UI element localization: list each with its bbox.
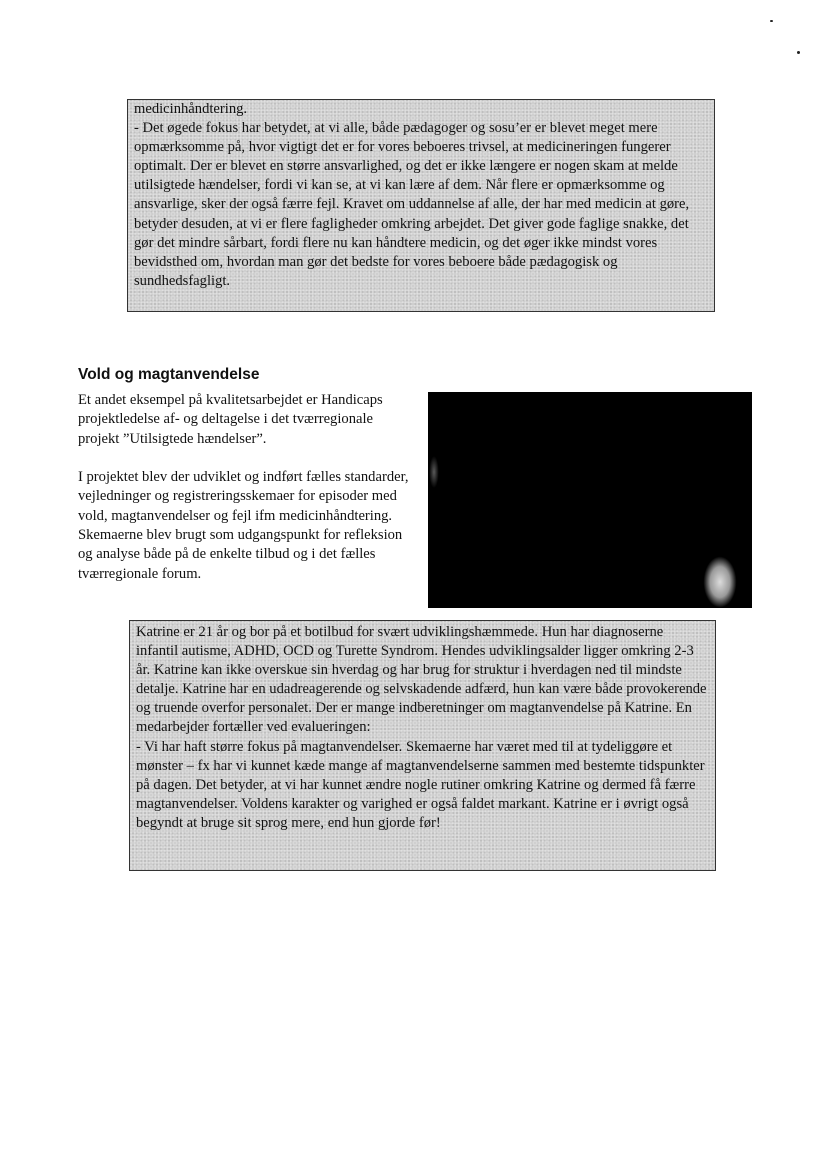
body-paragraph: I projektet blev der udviklet og indført fælles standarder, vejledninger og registreringsskemaer for episoder med vold, magtanvendelser og fejl ifm medicinhåndtering. Skemaerne blev brugt som udgangspunkt for refleksion og analyse både på de enkelte tilbud og i det fælles tværregionale forum. — [78, 469, 409, 582]
scan-speck — [770, 20, 773, 22]
dark-photo — [428, 392, 752, 608]
section-body — [78, 391, 413, 584]
quote-text: Katrine er 21 år og bor på et botilbud for svært udviklingshæmmede. Hun har diagnoserne infantil autisme, ADHD, OCD og Turette Syndrom. Hendes udviklingsalder ligger omkring 2-3 år. Katrine kan ikke overskue sin hverdag og har brug for struktur i hverdagen ned til mindste detalje. Katrine har en udadreagerende og selvskadende adfærd, hun kan være både provokerende og truende overfor personalet. Der er mange indberetninger om magtanvendelse på Katrine. En medarbejder fortæller ved evalueringen: - Vi har haft større fokus på magtanvendelser. Skemaerne har været med til at tydeliggøre et mønster – fx har vi kunnet kæde mange af magtanvendelserne sammen med bestemte tidspunkter på dagen. Det betyder, at vi har kunnet ændre nogle rutiner omkring Katrine og dermed få færre magtanvendelser. Voldens karakter og varighed er også faldet markant. Katrine er i øvrigt også begyndt at bruge sit sprog mere, end hun gjorde før! — [136, 624, 707, 831]
section-heading: Vold og magtanvendelse — [78, 366, 260, 383]
quote-text: medicinhåndtering. - Det øgede fokus har betydet, at vi alle, både pædagoger og sosu’er er blevet meget mere opmærksomme på, hvor vigtigt det er for vores beboeres trivsel, at medicineringen fungerer optimalt. Der er blevet en større ansvarlighed, og det er ikke længere er nogen skam at melde utilsigtede hændelser, fordi vi kan se, at vi kan lære af dem. Når flere er opmærksomme og ansvarlige, sker der også færre fejl. Kravet om uddannelse af alle, der har med medicin at gøre, betyder desuden, at vi er flere fagligheder omkring arbejdet. Det giver gode faglige snakke, det gør det mindre sårbart, fordi flere nu kan håndtere medicin, og det øger ikke mindst vores bevidsthed om, hvordan man gør det bedste for vores beboere både pædagogisk og sundhedsfagligt. — [134, 101, 690, 289]
quote-box-medication — [127, 99, 715, 312]
quote-box-katrine — [129, 620, 716, 871]
scan-speck — [797, 51, 800, 54]
body-paragraph: Et andet eksempel på kvalitetsarbejdet er Handicaps projektledelse af- og deltagelse i det tværregionale projekt ”Utilsigtede hændelser”. — [78, 392, 383, 447]
